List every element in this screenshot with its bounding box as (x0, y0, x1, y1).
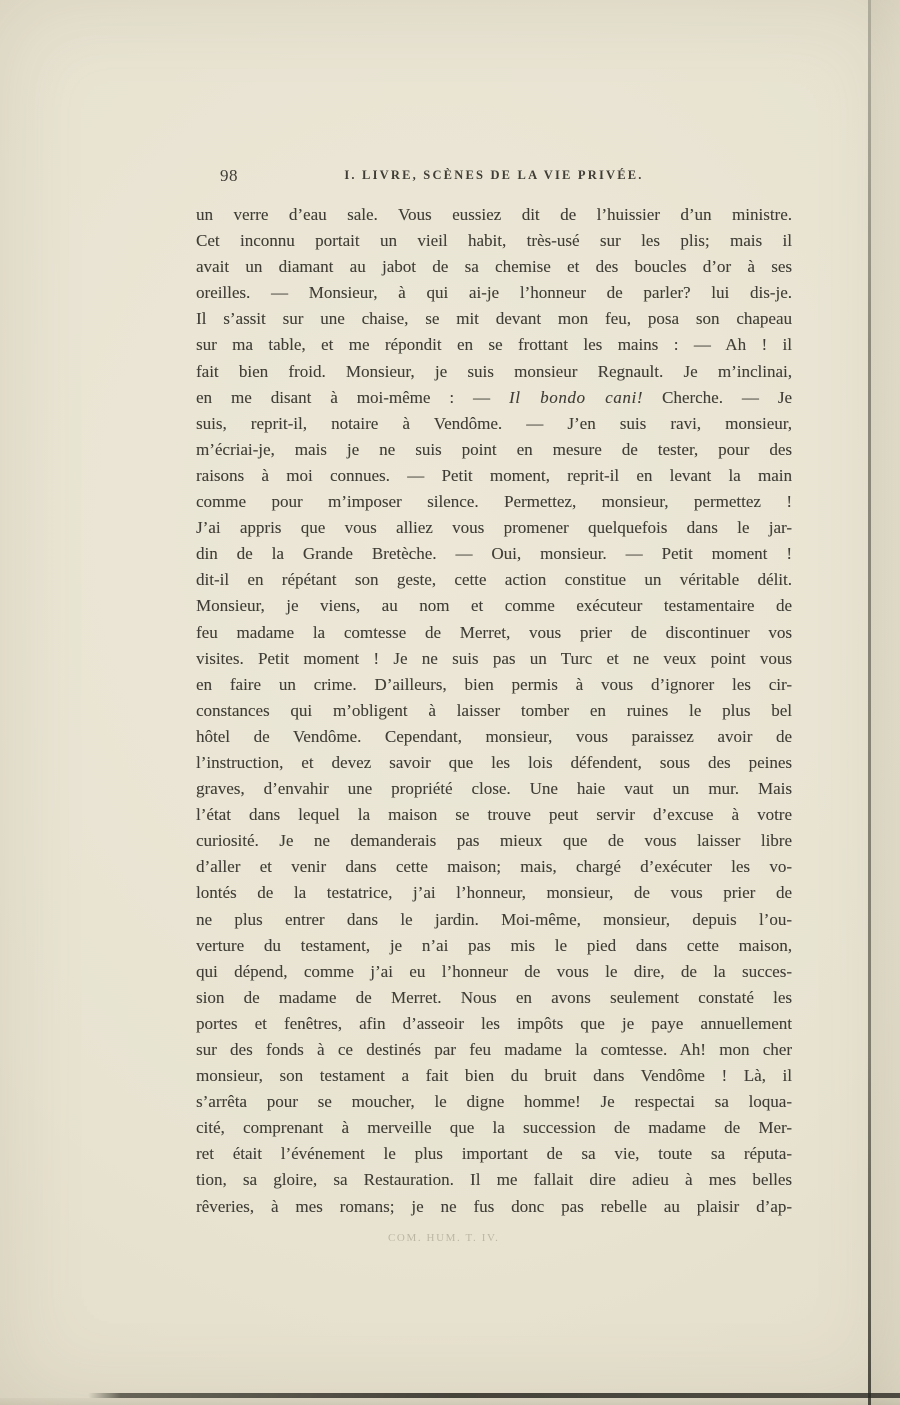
text-segment: fait bien froid. Monsieur, je suis monsieur Regnault. Je m’inclinai, (196, 361, 792, 381)
text-segment: d’aller et venir dans cette maison; mais, chargé d’exécuter les vo- (196, 857, 792, 877)
text-segment: tion, sa gloire, sa Restauration. Il me fallait dire adieu à mes belles (196, 1170, 792, 1190)
text-segment: raisons à moi connues. — Petit moment, reprit-il en levant la main (196, 465, 792, 485)
text-line (196, 750, 792, 776)
text-segment: din de la Grande Bretèche. — Oui, monsieur. — Petit moment ! (196, 544, 792, 564)
text-line (196, 933, 792, 959)
text-segment: ne plus entrer dans le jardin. Moi-même, monsieur, depuis l’ou- (196, 909, 792, 929)
text-segment: ret était l’événement le plus important de sa vie, toute sa réputa- (196, 1144, 792, 1164)
text-line (196, 802, 792, 828)
text-line (196, 515, 792, 541)
text-segment: s’arrêta pour se moucher, le digne homme! Je respectai sa loqua- (196, 1092, 792, 1112)
italic-phrase: Il bondo cani! (508, 387, 644, 407)
page-number: 98 (220, 166, 238, 185)
text-segment: constances qui m’obligent à laisser tomber en ruines le plus bel (196, 700, 792, 720)
text-line (196, 1011, 792, 1037)
text-segment: J’ai appris que vous alliez vous promener quelquefois dans le jar- (196, 518, 792, 538)
text-segment: rêveries, à mes romans; je ne fus donc pas rebelle au plaisir d’ap- (196, 1196, 792, 1216)
text-segment: Cet inconnu portait un vieil habit, très-usé sur les plis; mais il (196, 231, 792, 251)
text-line (196, 907, 792, 933)
text-line (196, 228, 792, 254)
text-line (196, 541, 792, 567)
running-header: I. LIVRE, SCÈNES DE LA VIE PRIVÉE. (344, 168, 644, 182)
text-line (196, 306, 792, 332)
text-line (196, 593, 792, 619)
text-line (196, 411, 792, 437)
text-segment: un verre d’eau sale. Vous eussiez dit de l’huissier d’un ministre. (196, 205, 792, 224)
text-segment: cité, comprenant à merveille que la succession de madame de Mer- (196, 1118, 792, 1138)
page-edge-shade-bottom (0, 1398, 900, 1405)
text-line (196, 985, 792, 1011)
text-segment: portes et fenêtres, afin d’asseoir les impôts que je paye annuellement (196, 1013, 792, 1033)
text-segment: sur des fonds à ce destinés par feu madame la comtesse. Ah! mon cher (196, 1040, 792, 1059)
text-line (196, 672, 792, 698)
text-line (196, 489, 792, 515)
text-line (196, 385, 792, 411)
text-segment: curiosité. Je ne demanderais pas mieux que de vous laisser libre (196, 831, 792, 851)
text-segment: sion de madame de Merret. Nous en avons seulement constaté les (196, 987, 792, 1007)
text-line (196, 1089, 792, 1115)
text-line (196, 1167, 792, 1193)
text-line (196, 567, 792, 593)
text-segment: visites. Petit moment ! Je ne suis pas un Turc et ne veux point vous (196, 648, 792, 668)
page-header (196, 166, 792, 188)
text-segment: dit-il en répétant son geste, cette action constitue un véritable délit. (196, 570, 792, 590)
text-line (196, 854, 792, 880)
text-segment: suis, reprit-il, notaire à Vendôme. — J’en suis ravi, monsieur, (196, 413, 792, 433)
text-line (196, 724, 792, 750)
text-segment: Cherche. — Je (643, 387, 792, 407)
text-segment: l’instruction, et devez savoir que les lois défendent, sous des peines (196, 752, 792, 772)
text-line (196, 776, 792, 802)
body-text (196, 202, 792, 1220)
text-line (196, 437, 792, 463)
text-line (196, 1194, 792, 1220)
text-line (196, 1141, 792, 1167)
text-line (196, 254, 792, 280)
text-segment: feu madame la comtesse de Merret, vous prier de discontinuer vos (196, 622, 792, 642)
page-edge-bottom (88, 1393, 900, 1398)
text-segment: Monsieur, je viens, au nom et comme exécuteur testamentaire de (196, 596, 792, 616)
ghost-signature-mark: COM. HUM. T. IV. (388, 1232, 500, 1244)
text-line (196, 959, 792, 985)
page-edge-shade-right (871, 0, 900, 1405)
text-line (196, 1037, 792, 1063)
text-segment: l’état dans lequel la maison se trouve peut servir d’excuse à votre (196, 805, 792, 825)
text-line (196, 620, 792, 646)
text-line (196, 280, 792, 306)
text-line (196, 880, 792, 906)
text-segment: avait un diamant au jabot de sa chemise et des boucles d’or à ses (196, 257, 792, 277)
text-line (196, 698, 792, 724)
text-line (196, 1115, 792, 1141)
text-segment: sur ma table, et me répondit en se frottant les mains : — Ah ! il (196, 335, 792, 355)
text-segment: oreilles. — Monsieur, à qui ai-je l’honneur de parler? lui dis-je. (196, 283, 792, 303)
text-line (196, 1063, 792, 1089)
text-segment: qui dépend, comme j’ai eu l’honneur de vous le dire, de la succes- (196, 961, 792, 981)
text-segment: graves, d’envahir une propriété close. Une haie vaut un mur. Mais (196, 779, 792, 799)
text-segment: Il s’assit sur une chaise, se mit devant mon feu, posa son chapeau (196, 309, 792, 329)
text-line (196, 359, 792, 385)
text-segment: verture du testament, je n’ai pas mis le pied dans cette maison, (196, 935, 792, 955)
text-segment: m’écriai-je, mais je ne suis point en mesure de tester, pour des (196, 439, 792, 459)
text-line (196, 202, 792, 228)
text-segment: lontés de la testatrice, j’ai l’honneur, monsieur, de vous prier de (196, 883, 792, 903)
text-segment: en me disant à moi-même : — (196, 387, 509, 407)
text-segment: comme pour m’imposer silence. Permettez, monsieur, permettez ! (196, 492, 792, 512)
page-edge-right (868, 0, 871, 1405)
text-line (196, 463, 792, 489)
text-line (196, 646, 792, 672)
text-segment: hôtel de Vendôme. Cependant, monsieur, vous paraissez avoir de (196, 726, 792, 746)
text-line (196, 332, 792, 358)
text-segment: en faire un crime. D’ailleurs, bien permis à vous d’ignorer les cir- (196, 674, 792, 694)
text-line (196, 828, 792, 854)
text-segment: monsieur, son testament a fait bien du bruit dans Vendôme ! Là, il (196, 1066, 792, 1086)
